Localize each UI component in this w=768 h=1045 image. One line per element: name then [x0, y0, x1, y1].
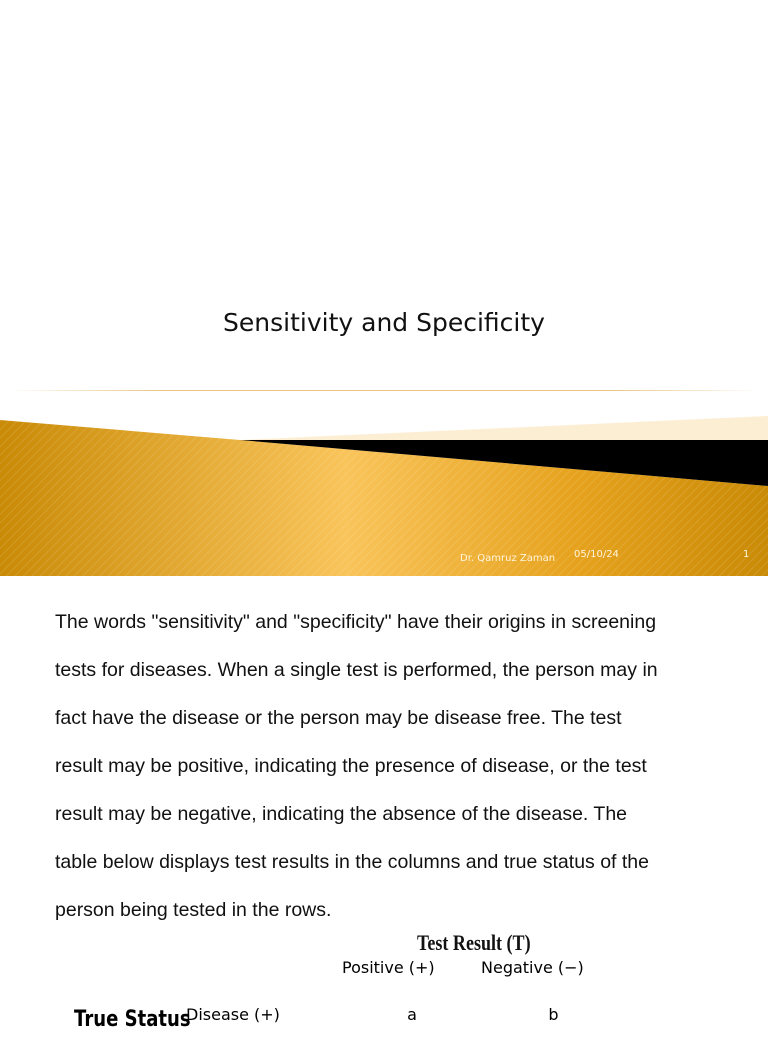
gold-banner	[0, 412, 768, 576]
slide-title: Sensitivity and Specificity	[223, 308, 545, 337]
header-negative-label: Negative (−)	[481, 958, 584, 977]
cell-b	[481, 1005, 626, 1045]
body-line: fact have the disease or the person may be disease free. The test	[55, 707, 622, 729]
banner-cream-strip	[240, 416, 768, 440]
footer-page-number: 1	[743, 549, 750, 560]
body-paragraph	[55, 598, 735, 920]
row-disease-label: Disease (+)	[186, 1005, 280, 1024]
table-title: Test Result (T)	[417, 930, 531, 955]
footer-date: 05/10/24	[574, 549, 619, 560]
cell-a	[342, 1005, 482, 1045]
header-positive	[342, 958, 482, 1006]
row-disease	[186, 1005, 343, 1045]
body-line: result may be positive, indicating the presence of disease, or the test	[55, 755, 647, 777]
footer-author: Dr. Qamruz Zaman	[460, 553, 556, 564]
body-line: result may be negative, indicating the absence of the disease. The	[55, 803, 628, 825]
row-header-true-status: True Status	[74, 1007, 191, 1032]
cell-b-value: b	[548, 1005, 559, 1024]
cell-a-value: a	[407, 1005, 417, 1024]
title-divider	[10, 390, 760, 391]
body-line: table below displays test results in the columns and true status of the	[55, 851, 649, 873]
header-negative	[481, 958, 626, 1006]
body-line: The words "sensitivity" and "specificity" have their origins in screening	[55, 611, 657, 633]
header-positive-label: Positive (+)	[342, 958, 435, 977]
body-line: tests for diseases. When a single test is performed, the person may in	[55, 659, 658, 681]
body-line: person being tested in the rows.	[55, 899, 332, 920]
